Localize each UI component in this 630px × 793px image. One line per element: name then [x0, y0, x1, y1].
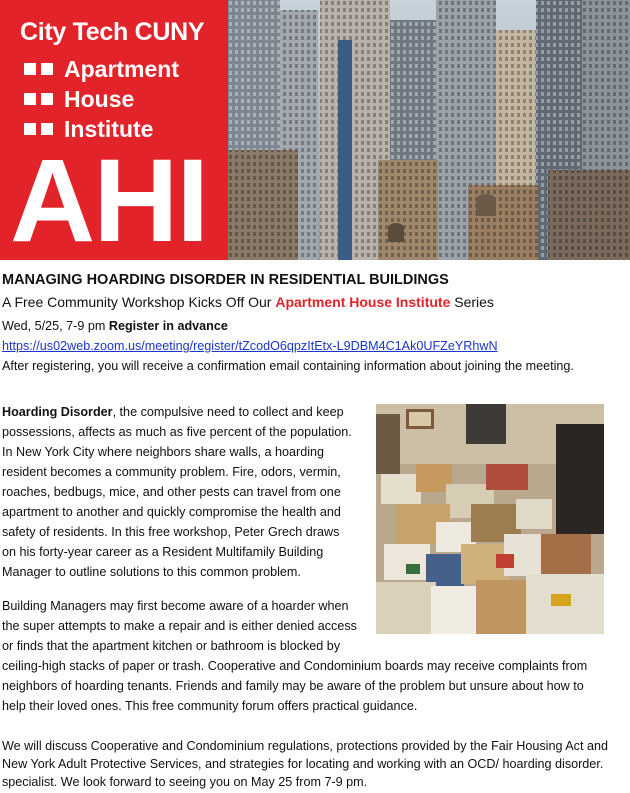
p2-line: the super attempts to make a repair and is either denied access	[2, 619, 357, 633]
institute-highlight: Apartment House Institute	[275, 294, 451, 310]
p1-line: possessions, affects as much as five percent of the population.	[2, 425, 352, 439]
after-register-note: After registering, you will receive a confirmation email containing information about joining the meeting.	[2, 359, 574, 373]
p2-line: help their loved ones. This free community forum offers practical guidance.	[2, 699, 418, 713]
p2-line: Building Managers may first become aware of a hoarder when	[2, 599, 349, 613]
logo-squares-icon	[24, 56, 58, 83]
ahi-logo	[0, 0, 228, 267]
p2-line: neighbors of hoarding tenants. Friends and family may be aware of the problem but unsure about how to	[2, 679, 584, 693]
logo-line-institute: Institute	[24, 116, 153, 143]
p3-line: specialist. We look forward to seeing you on May 25 from 7-9 pm.	[2, 775, 368, 789]
p1-line-1: Hoarding Disorder, the compulsive need to collect and keep	[2, 405, 344, 419]
p1-line: Manager to outline solutions to this common problem.	[2, 565, 301, 579]
p1-line: In New York City where neighbors share walls, a hoarding	[2, 445, 325, 459]
event-date-line	[2, 318, 228, 334]
p1-line: roaches, bedbugs, mice, and other pests can travel from one	[2, 485, 341, 499]
logo-ahi-letters: AHI	[10, 135, 208, 267]
p3-line: New York Adult Protective Services, and strategies for locating and working with an OCD/ hoarding disorder.	[2, 757, 604, 771]
registration-link-line	[2, 338, 498, 354]
p2-line: or finds that the apartment kitchen or bathroom is blocked by	[2, 639, 341, 653]
p1-line: apartment to another and quickly compromise the health and	[2, 505, 341, 519]
logo-squares-icon	[24, 86, 58, 113]
p1-line: safety of residents. In this free workshop, Peter Grech draws	[2, 525, 340, 539]
p2-line: ceiling-high stacks of paper or trash. Cooperative and Condominium boards may receive complaints from	[2, 659, 588, 673]
hoarding-room-photo	[376, 404, 604, 634]
registration-link[interactable]: https://us02web.zoom.us/meeting/register/tZcodO6qpzItEtx-L9DBM4C1Ak0UFZeYRhwN	[2, 339, 498, 353]
header-banner	[0, 0, 630, 267]
p1-line: on his forty-year career as a Resident Multifamily Building	[2, 545, 324, 559]
register-label: Register in advance	[108, 319, 228, 333]
logo-line-house: House	[24, 86, 134, 113]
hoarding-disorder-term: Hoarding Disorder	[2, 405, 113, 419]
logo-title: City Tech CUNY	[20, 18, 205, 46]
event-date-time: Wed, 5/25, 7-9 pm	[2, 319, 109, 333]
event-headline: MANAGING HOARDING DISORDER IN RESIDENTIAL BUILDINGS	[2, 272, 449, 288]
city-skyline-photo	[228, 0, 630, 260]
p1-line: resident becomes a community problem. Fire, odors, vermin,	[2, 465, 341, 479]
p3-line: We will discuss Cooperative and Condominium regulations, protections provided by the Fair Housing Act and	[2, 739, 608, 753]
logo-line-apartment: Apartment	[24, 56, 179, 83]
event-subhead: A Free Community Workshop Kicks Off Our Apartment House Institute Series	[2, 294, 494, 310]
